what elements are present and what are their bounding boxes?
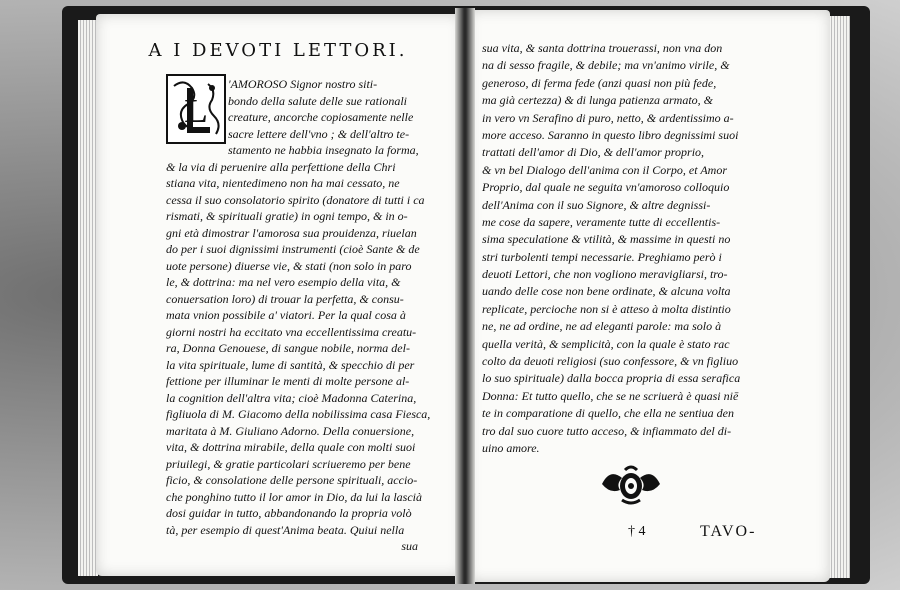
drop-cap-letter: L (184, 93, 208, 130)
text-line: uino amore. (482, 440, 540, 455)
text-line: maritata à M. Giuliano Adorno. Della conuersione, (166, 423, 415, 438)
text-line: la vita spirituale, lume di santità, & specchio di per (166, 357, 415, 372)
text-line: gni età dimostrar l'amorosa sua prouidenza, riuelan (166, 225, 417, 240)
text-line: le, & dottrina: ma nel vero esempio della vita, & (166, 275, 401, 289)
left-page-edges (78, 20, 98, 576)
text-line: 'AMOROSO Signor nostro siti- (228, 77, 378, 91)
text-line: & vn bel Dialogo dell'anima con il Corpo, et Amor (482, 162, 727, 177)
text-line: te in comparatione di quello, che ella ne sentiua den (482, 406, 734, 421)
text-line: sacre lettere dell'vno ; & dell'altro te- (228, 126, 410, 141)
text-line: cessa il suo consolatorio spirito (donatore di tutti i ca (166, 192, 425, 207)
text-line: Donna: Et tutto quello, che se ne scriuerà è quasi niē (482, 388, 739, 403)
text-line: bondo della salute delle sue rationali (228, 93, 407, 108)
text-line: la cognition dell'altra vita; cioè Madonna Caterina, (166, 390, 417, 405)
text-line: ficio, & consolatione delle persone spirituali, accio- (166, 473, 418, 487)
catchword: TAVO- (700, 523, 757, 540)
text-line: quella verità, & semplicità, con la quale è stato rac (482, 336, 730, 351)
text-line: & la via di peruenire alla perfettione della Chri (166, 159, 396, 174)
text-line: replicate, percioche non si è atteso à molta distintio (482, 301, 731, 316)
text-line: ra, Donna Genouese, di sangue nobile, norma del- (166, 341, 410, 355)
text-line: generoso, di ferma fede (anzi quasi non più fede, (482, 75, 717, 90)
text-line: lo suo spirituale) dalla bocca propria di essa serafica (482, 371, 741, 386)
text-line: rismati, & spirituali gratie) in ogni tempo, & in o- (166, 209, 408, 223)
signature-mark: † 4 (628, 524, 646, 539)
left-page-text (166, 76, 446, 555)
text-line: do per i suoi dignissimi instrumenti (cioè Sante & de (166, 242, 420, 256)
text-line: deuoti Lettori, che non vogliono meravigliarsi, tro- (482, 267, 728, 282)
text-line: conuersation loro) di trouar la perfetta, & consu- (166, 291, 404, 306)
printer-ornament-icon (598, 462, 664, 506)
text-line: in vero vn Serafino di puro, netto, & ardentissimo a- (482, 110, 734, 125)
right-page-edges (828, 16, 850, 578)
text-line: figliuola di M. Giacomo della nobilissima casa Fiesca, (166, 407, 431, 421)
text-line: vita, & dottrina mirabile, della quale con molti suoi (166, 440, 416, 454)
text-line: sua vita, & santa dottrina trouerassi, non vna don (482, 41, 723, 55)
text-line: che ponghino tutto il lor amor in Dio, da lui la lascià (166, 489, 422, 504)
text-line: tro dal suo cuore tutto acceso, & infiammato del di- (482, 423, 732, 438)
text-line: dell'Anima con il suo Signore, & altre degnissi- (482, 197, 711, 212)
text-line: trattati dell'amor di Dio, & dell'amor proprio, (482, 145, 705, 160)
text-line: more acceso. Saranno in questo libro degnissimi suoi (482, 127, 739, 142)
text-line: sima speculatione & vtilità, & massime in questi no (482, 232, 731, 247)
text-line: giorni nostri ha eccitato vna eccellentissima creatu- (166, 324, 417, 339)
text-line: na di sesso fragile, & debile; ma vn'animo virile, & (482, 58, 730, 73)
text-line: dosi guidar in tutto, abbandonando la propria volò (166, 506, 412, 520)
text-line: uote persone) diuerse vie, & stati (non solo in paro (166, 258, 412, 273)
catchword-left: sua (401, 539, 418, 553)
text-line: creature, ancorche copiosamente nelle (228, 110, 414, 124)
text-line: stri turbolenti tempi necessarie. Preghiamo però i (482, 249, 722, 264)
right-page-text (482, 40, 822, 457)
text-line: Proprio, dal quale ne seguita vn'amoroso colloquio (482, 180, 730, 195)
text-line: tà, per esempio di quest'Anima beata. Quiui nella (166, 522, 405, 537)
text-line: fettione per illuminar le menti di molte persone al- (166, 374, 410, 388)
text-line: ma già certezza) & di lunga patienza armato, & (482, 93, 713, 108)
text-line: stamento ne habbia insegnato la forma, (228, 143, 419, 157)
book-gutter (455, 8, 475, 584)
text-line: uando delle cose non bene ordinate, & alcuna volta (482, 284, 731, 299)
text-line: mata vnion possibile a' viatori. Per la qual cosa à (166, 308, 406, 322)
text-line: colto da deuoti religiosi (suo confessore, & vn figliuo (482, 354, 739, 369)
running-head: A I DEVOTI LETTORI. (148, 40, 408, 61)
text-line: priuilegi, & gratie particolari scriueremo per bene (166, 456, 411, 471)
text-line: ne, ne ad ordine, ne ad eleganti parole: ma solo à (482, 319, 722, 334)
text-line: me cose da sapere, veramente tutte di eccellentis- (482, 214, 721, 229)
text-line: stiana vita, nientedimeno non ha mai cessato, ne (166, 176, 400, 190)
